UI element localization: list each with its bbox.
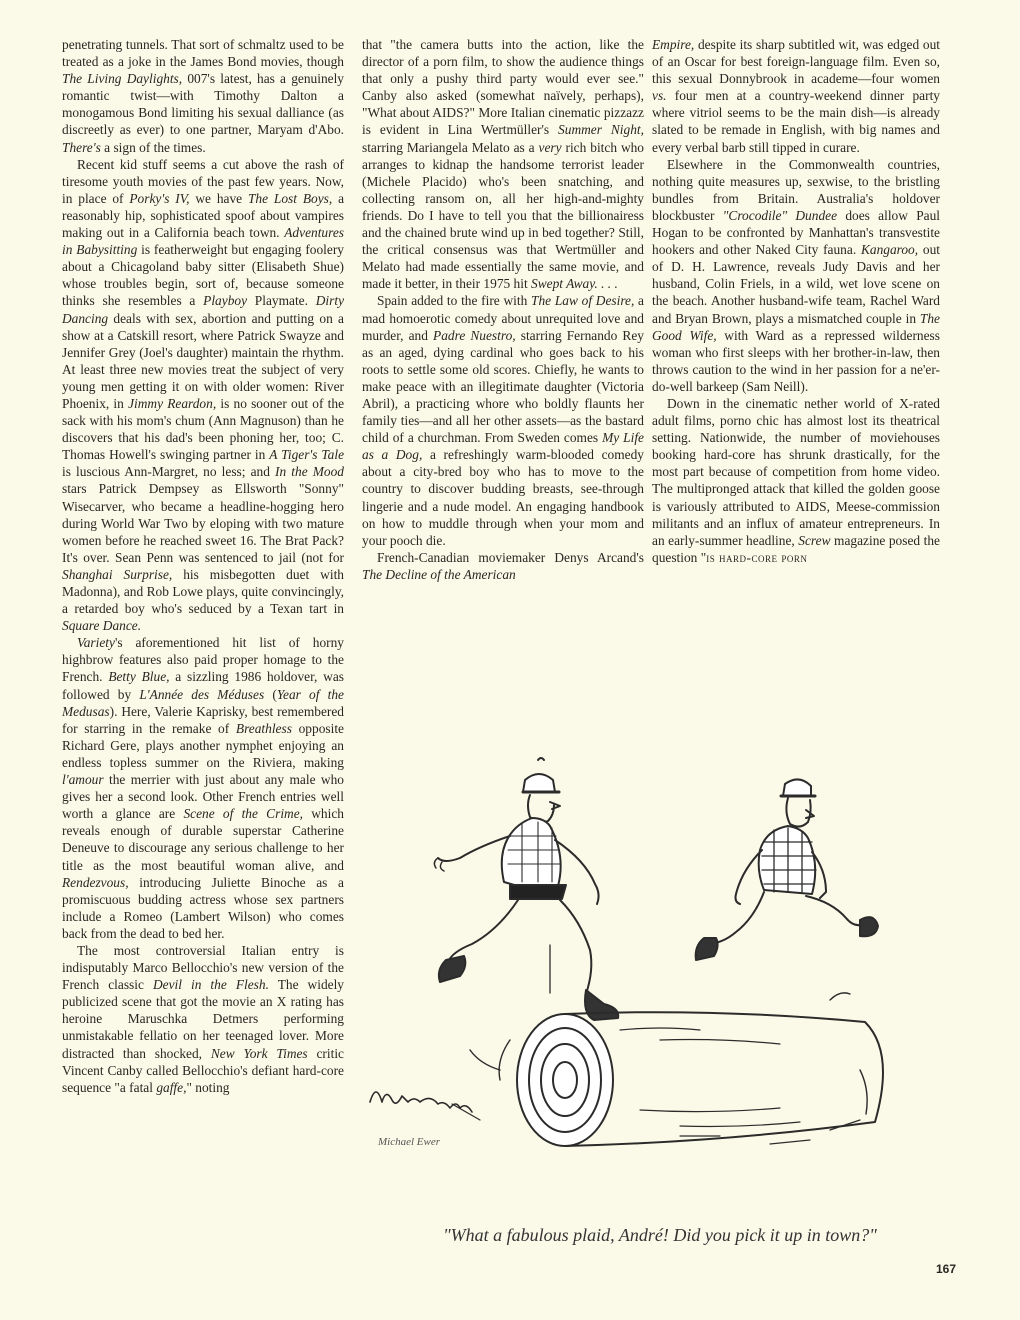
cartoon-illustration <box>360 740 960 1180</box>
paragraph: Variety's aforementioned hit list of horny highbrow features also paid proper homage to the French. Betty Blue, a sizzling 1986 holdover, was followed by L'Année des Méduses (Year of the Medusas). Here, Valerie Kaprisky, best remembered for starring in the remake of Breathless opposite Richard Gere, plays another nymphet enjoying an endless topless summer on the Riviera, making l'amour the merrier with just about any male who gives her a second look. Other French entries well worth a glance are Scene of the Crime, which reveals enough of durable superstar Catherine Deneuve to discourage any serious challenge to her title as the most beautiful woman alive, and Rendezvous, introducing Juliette Binoche as a promiscuous budding actress whose sex partners include a Romeo (Lambert Wilson) who comes back from the dead to bed her. <box>62 635 345 941</box>
artist-signature-scrawl <box>370 1092 472 1112</box>
page-number: 167 <box>936 1262 957 1276</box>
paragraph: penetrating tunnels. That sort of schmaltz used to be treated as a joke in the James Bond movies, though The Living Daylights, 007's latest, has a genuinely romantic twist—with Timothy Dalton a monogamous Bond limiting his sexual dalliance (as discreetly as ever) to one partner, Maryam d'Abo. There's a sign of the times. <box>62 37 344 155</box>
article-column-3 <box>652 36 940 566</box>
paragraph: Down in the cinematic nether world of X-rated adult films, porno chic has almost lost its theatrical setting. Nationwide, the number of moviehouses booking hard-core has shrunk drastically, for the most part because of competition from home video. The multipronged attack that killed the golden goose is variously attributed to AIDS, Meese-commission militants and an influx of amateur entrepreneurs. In an early-summer headline, Screw magazine posed the question "is hard-core porn <box>652 395 940 565</box>
paragraph: Empire, despite its sharp subtitled wit, was edged out of an Oscar for best foreign-language film. Even so, this sexual Donnybrook in academe—four women vs. four men at a country-weekend dinner party where vitriol seems to be the main dish—is already slated to be remade in English, with big names and every verbal barb still tipped in curare. <box>652 37 940 155</box>
artist-signature: Michael Ewer <box>378 1136 441 1148</box>
cartoon-caption: "What a fabulous plaid, André! Did you pick it up in town?" <box>443 1225 877 1245</box>
article-column-2 <box>362 36 644 583</box>
paragraph: that "the camera butts into the action, like the director of a porn film, to show the audience things that only a pushy third party would ever see." Canby also asked (somewhat naïvely, perhaps), "What about AIDS?" More Italian cinematic pizzazz is evident in Lina Wertmüller's Summer Night, starring Mariangela Melato as a very rich bitch who arranges to kidnap the handsome terrorist leader (Michele Placido) who's been snatching, and collecting ransom on, all her high-and-mighty friends. Do I have to tell you that the billionairess and the chained brute wind up in bed together? Still, the critical consensus was that Wertmüller and Melato had made essentially the same movie, and made it better, in their 1975 hit Swept Away. . . . <box>362 37 645 292</box>
lumberjack-left <box>434 758 618 1020</box>
paragraph: Spain added to the fire with The Law of Desire, a mad homoerotic comedy about unrequited love and murder, and Padre Nuestro, starring Fernando Rey as an aged, dying cardinal who goes back to his roots to settle some old scores. Chiefly, he wants to make peace with an illegitimate daughter (Victoria Abril), a practicing whore who boldly flaunts her family ties—and all her other assets—as the bastard child of a churchman. From Sweden comes My Life as a Dog, a refreshingly warm-blooded comedy about a city-bred boy who has to move to the country to discover budding breasts, see-through lingerie and a nude model. An engaging handbook on how to muddle through when your mom and your pooch die. <box>362 293 645 548</box>
lumberjack-right <box>696 779 878 960</box>
paragraph: The most controversial Italian entry is indisputably Marco Bellocchio's new version of the French classic Devil in the Flesh. The widely publicized scene that got the movie an X rating has heroine Maruschka Detmers performing unmistakable fellatio on her teenaged lover. More distracted than shocked, New York Times critic Vincent Canby called Bellocchio's defiant hard-core sequence "a fatal gaffe," noting <box>62 942 345 1095</box>
paragraph: Elsewhere in the Commonwealth countries, nothing quite measures up, sexwise, to the bristling bundles from Britain. Australia's holdover blockbuster "Crocodile" Dundee does allow Paul Hogan to be confronted by Manhattan's transvestite hookers and other Naked City fauna. Kangaroo, out of D. H. Lawrence, reveals Judy Davis and her husband, Colin Friels, in a wild, wet love scene on the beach. Another husband-wife team, Rachel Ward and Bryan Brown, plays a mismatched couple in The Good Wife, with Ward as a repressed wilderness woman who first sleeps with her brother-in-law, then throws caution to the wind in her passion for a ne'er-do-well barkeep (Sam Neill). <box>652 156 941 394</box>
paragraph: French-Canadian moviemaker Denys Arcand's The Decline of the American <box>362 549 644 582</box>
rolling-log <box>452 993 883 1146</box>
article-column-1 <box>62 36 344 1096</box>
paragraph: Recent kid stuff seems a cut above the rash of tiresome youth movies of the past few years. Now, in place of Porky's IV, we have The Lost Boys, a reasonably hip, sophisticated spoof about vampires making out in a California beach town. Adventures in Babysitting is featherweight but engaging foolery about a Chicagoland baby sitter (Elisabeth Shue) whose troubles begin, sort of, because someone thinks she resembles a Playboy Playmate. Dirty Dancing deals with sex, abortion and putting on a show at a Catskill resort, where Patrick Swayze and Jennifer Grey (Joel's daughter) maintain the rhythm. At least three new movies treat the subject of very young men getting it on with older women: River Phoenix, in Jimmy Reardon, is no sooner out of the sack with his mom's chum (Ann Magnuson) than he discovers that his dad's been phoning her, too; C. Thomas Howell's swinging partner in A Tiger's Tale is luscious Ann-Margret, no less; and In the Mood stars Patrick Dempsey as Ellsworth "Sonny" Wisecarver, who became a headline-hogging hero during World War Two by eloping with two mature women before he reached sweet 16. The Brat Pack? It's over. Sean Penn was sentenced to jail (not for Shanghai Surprise, his misbegotten duet with Madonna), and Rob Lowe plays, quite convincingly, a retarded boy who's seduced by a Texan tart in Square Dance. <box>62 156 345 634</box>
